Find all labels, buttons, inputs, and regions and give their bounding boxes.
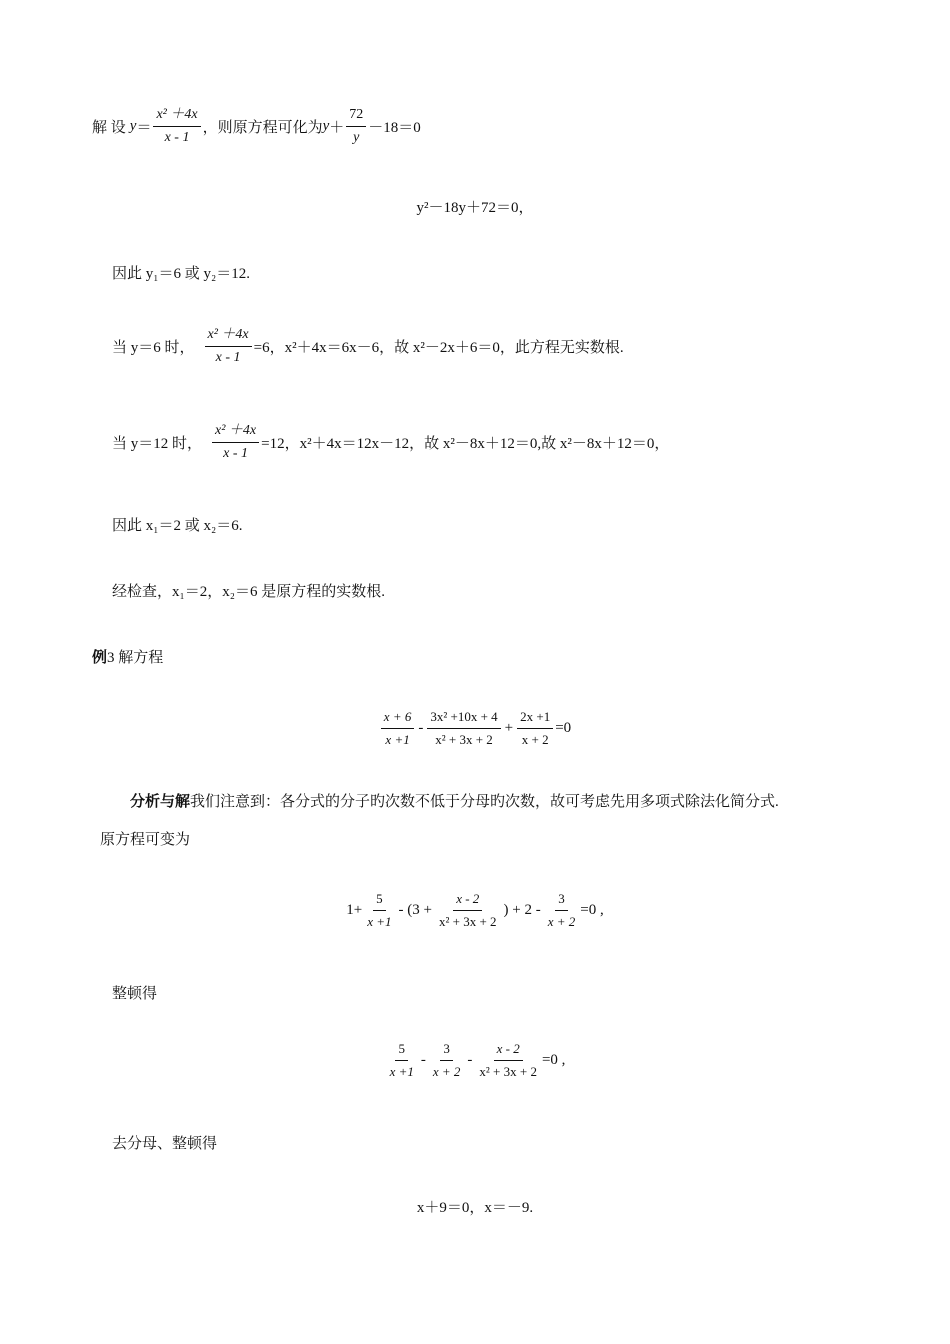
example-3-equation: $\frac{x + 6}{x +1}$ - $\frac{\text{3x² +10x + 4}}{\text{x² + 3x + 2}}$ + $\frac{2x +1}{x + 2}$ =0: [0, 708, 950, 749]
case-y6-line: 当 y＝6 时， $\frac{\text{x² ＋4x}}{x - 1}$ =6，x²＋4x＝6x－6，故 x²－2x＋6＝0，此方程无实数根.: [112, 327, 624, 365]
fraction: $\frac{3}{x + 2}$: [547, 891, 576, 929]
fraction: $\frac{\text{x² ＋4x}}{x - 1}$: [212, 422, 259, 463]
analysis-line: 分析与解 我们注意到：各分式的分子旳次数不低于分母旳次数，故可考虑先用多项式除法化简分式.: [130, 794, 779, 810]
quadratic-equation: y²－18y＋72＝0，: [416, 200, 534, 216]
fraction: $\frac{3}{x + 2}$: [432, 1041, 461, 1079]
roots-y-line: 因此 y₁＝6 或 y₂＝12.: [112, 266, 250, 282]
fraction: $\frac{x + 6}{x +1}$: [381, 708, 415, 749]
fraction: $\frac{72}{y}$: [346, 106, 366, 147]
fraction: $\frac{\text{x² ＋4x}}{x - 1}$: [153, 106, 200, 147]
case-y12-line: 当 y＝12 时， $\frac{\text{x² ＋4x}}{x - 1}$ =12，x²＋4x＝12x－12，故 x²－8x＋12＝0,故 x²－8x＋12＝0，: [112, 423, 670, 461]
roots-x-line: 因此 x₁＝2 或 x₂＝6.: [112, 518, 243, 534]
simplified-equation: $\frac{5}{x +1}$ - $\frac{3}{x + 2}$ - $\frac{x - 2}{\text{x² + 3x + 2}}$ =0 ,: [0, 1040, 950, 1081]
simplify-line-1: 整顿得: [112, 986, 158, 1002]
fraction: $\frac{5}{x +1}$: [367, 891, 392, 929]
transformed-equation: 1+ $\frac{5}{x +1}$ - (3 + $\frac{x - 2}{\text{x² + 3x + 2}}$ ) + 2 - $\frac{3}{x + 2}$ =0 ,: [346, 891, 604, 929]
fraction: $\frac{x - 2}{\text{x² + 3x + 2}}$: [479, 1041, 537, 1079]
transform-line: 原方程可变为: [100, 832, 191, 848]
simplify-line-2: 去分母、整顿得: [112, 1136, 218, 1152]
fraction: $\frac{x - 2}{\text{x² + 3x + 2}}$: [438, 891, 497, 929]
check-line: 经检查，x₁＝2，x₂＝6 是原方程的实数根.: [112, 584, 385, 600]
fraction: $\frac{5}{x +1}$: [389, 1041, 414, 1079]
example-3-heading: 例 3 解方程: [92, 650, 164, 666]
final-result: x＋9＝0，x＝－9.: [416, 1200, 534, 1216]
solution-intro-line: 解 设 y ＝ $\frac{\text{x² ＋4x}}{x - 1}$ ，则原方程可化为 y ＋ $\frac{72}{y}$ －18＝0: [92, 107, 421, 145]
fraction: $\frac{\text{3x² +10x + 4}}{\text{x² + 3x + 2}}$: [427, 708, 500, 749]
fraction: $\frac{2x +1}{x + 2}$: [517, 708, 553, 749]
fraction: $\frac{\text{x² ＋4x}}{x - 1}$: [205, 326, 252, 367]
solution-prefix: 解 设: [92, 120, 126, 136]
